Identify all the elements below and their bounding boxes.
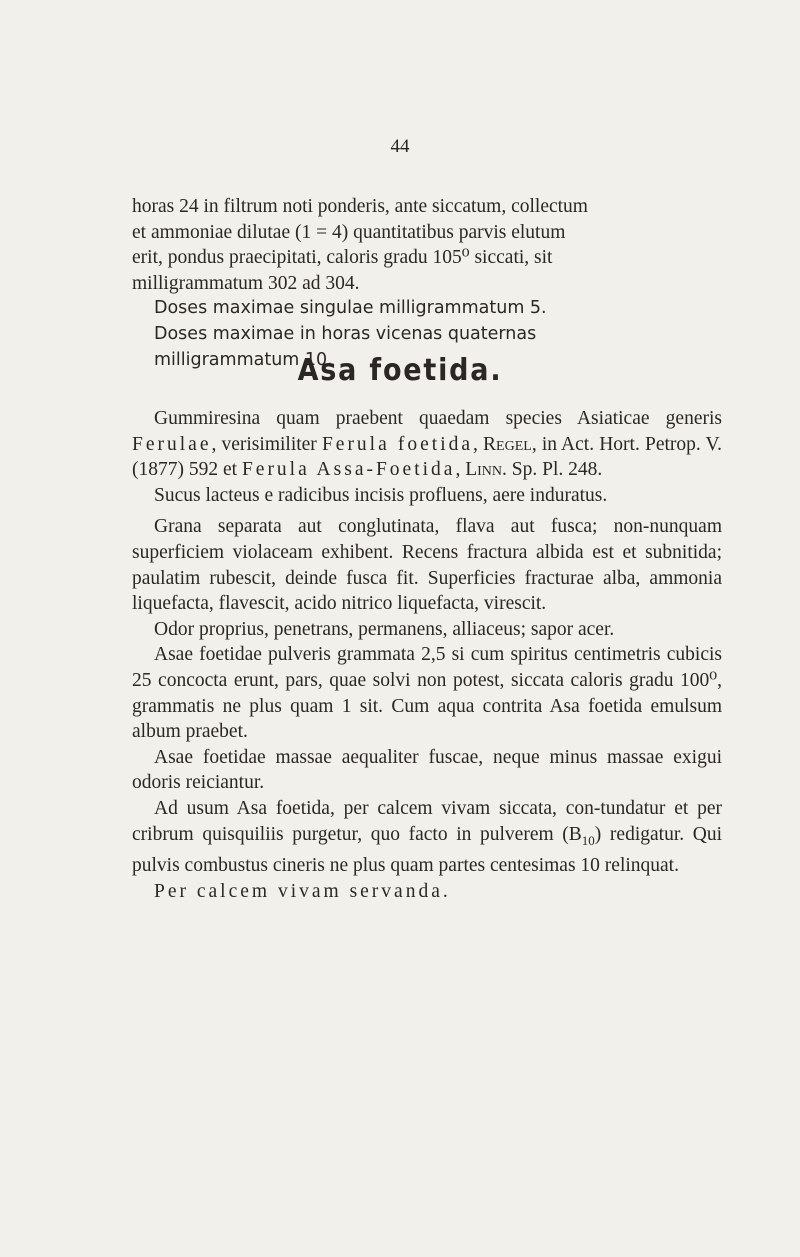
text: , [473,433,484,455]
text: ) redigatur. Qui pulvis combustus cineris ne plus quam partes centesimas 10 relinquat. [132,823,722,876]
dose-line: Doses maximae singulae milligrammatum 5. [154,298,547,319]
species-name: Ferula foetida [321,433,474,455]
author-name: Linn [465,459,502,481]
paragraph-usum [132,796,722,879]
subscript: 10 [581,832,595,848]
text-line: horas 24 in filtrum noti ponderis, ante siccatum, collectum [132,196,588,217]
text-line: erit, pondus praecipitati, caloris gradu 105⁰ siccati, sit [132,247,553,269]
text: Gummiresina quam praebent quaedam species Asiaticae generis [154,408,722,429]
species-name: Ferula Assa-Foetida [241,459,456,481]
section-heading: Asa foetida. [297,353,503,388]
dose-line: milligrammatum 10. [154,349,333,370]
genus-name: Ferulae [132,433,212,455]
text: Ad usum Asa foetida, per calcem vivam siccata, con-tundatur et per cribrum quisquiliis purgetur, quo facto in pulverem (B [132,797,722,845]
body-text [132,406,722,904]
text-line: et ammoniae dilutae (1 = 4) quantitatibus parvis elutum [132,221,566,243]
paragraph-servanda: Per calcem vivam servanda. [154,880,451,902]
text: , [455,459,466,481]
page-number: 44 [390,136,410,157]
paragraph-origin [132,406,722,483]
text-line: milligrammatum 302 ad 304. [132,272,360,294]
paragraph-odor: Odor proprius, penetrans, permanens, alliaceus; sapor acer. [154,618,615,640]
text: , verisimiliter [211,433,322,455]
paragraph-massae: Asae foetidae massae aequaliter fuscae, neque minus massae exigui odoris reiciantur. [132,746,722,794]
paragraph-pulveris: Asae foetidae pulveris grammata 2,5 si cum spiritus centimetris cubicis 25 concocta erunt, pars, quae solvi non potest, siccata caloris gradu 100⁰, grammatis ne plus quam 1 sit. Cum aqua contrita Asa foetida emulsum album praebet. [132,644,722,743]
intro-text [132,194,722,373]
author-name: Regel [483,433,532,455]
text: , in Act. Hort. Petrop. V. (1877) 592 et [132,433,722,481]
paragraph-grana: Grana separata aut conglutinata, flava aut fusca; non-nunquam superficiem violaceam exhibent. Recens fractura albida est et subnitida; paulatim rubescit, deinde fusca fit. Superficies fracturae alba, ammonia liquefacta, flavescit, acido nitrico liquefacta, virescit. [132,516,722,615]
paragraph-sucus: Sucus lacteus e radicibus incisis profluens, aere induratus. [154,484,608,506]
dose-line: Doses maximae in horas vicenas quaternas [154,323,537,344]
text: . Sp. Pl. 248. [502,459,603,481]
